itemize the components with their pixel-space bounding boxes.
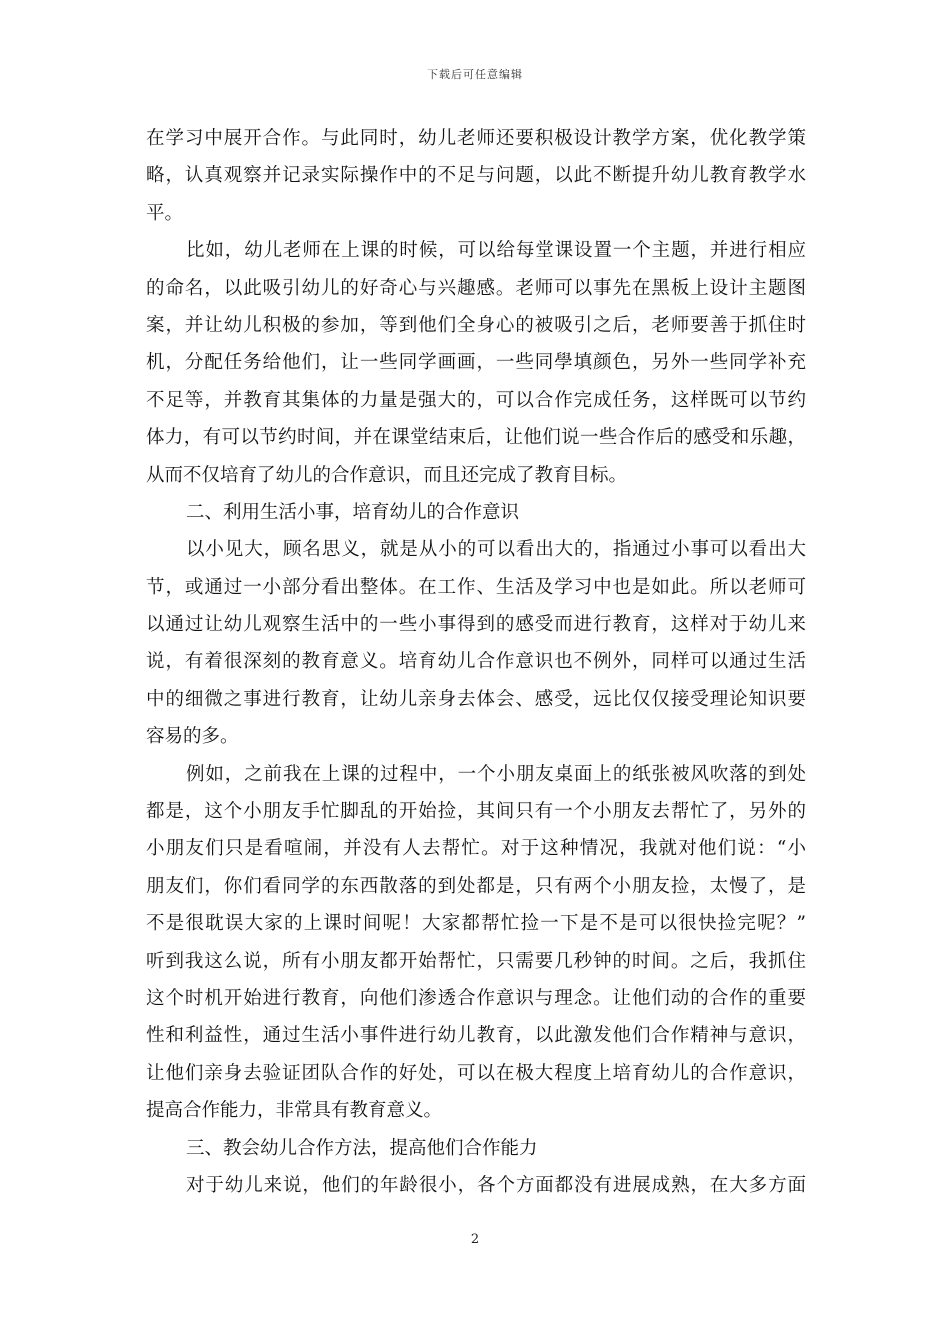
text-line: 这个时机开始进行教育，向他们渗透合作意识与理念。让他们动的合作的重要	[146, 987, 806, 1009]
text-line: 的命名，以此吸引幼儿的好奇心与兴趣感。老师可以事先在黑板上设计主题图	[146, 277, 806, 299]
text-line: 朋友们，你们看同学的东西散落的到处都是，只有两个小朋友捡，太慢了，是	[146, 875, 806, 897]
text-line: 略，认真观察并记录实际操作中的不足与问题，以此不断提升幼儿教育教学水	[146, 165, 806, 187]
text-line: 听到我这么说，所有小朋友都开始帮忙，只需要几秒钟的时间。之后，我抓住	[146, 950, 806, 972]
document-body	[146, 120, 806, 1204]
text-line: 提高合作能力，非常具有教育意义。	[146, 1100, 443, 1122]
text-line: 容易的多。	[146, 726, 239, 748]
text-line: 不足等，并教育其集体的力量是强大的，可以合作完成任务，这样既可以节约	[146, 389, 806, 411]
text-line: 以小见大，顾名思义，就是从小的可以看出大的，指通过小事可以看出大	[186, 539, 806, 561]
text-line: 小朋友们只是看喧闹，并没有人去帮忙。对于这种情况，我就对他们说：“小	[146, 838, 806, 860]
text-line: 让他们亲身去验证团队合作的好处，可以在极大程度上培育幼儿的合作意识，	[146, 1062, 806, 1084]
text-line: 中的细微之事进行教育，让幼儿亲身去体会、感受，远比仅仅接受理论知识要	[146, 688, 806, 710]
text-line: 比如，幼儿老师在上课的时候，可以给每堂课设置一个主题，并进行相应	[186, 240, 806, 262]
text-line: 机，分配任务给他们，让一些同学画画，一些同學填颜色，另外一些同学补充	[146, 352, 806, 374]
text-line: 以通过让幼儿观察生活中的一些小事得到的感受而进行教育，这样对于幼儿来	[146, 614, 806, 636]
text-line: 对于幼儿来说，他们的年龄很小，各个方面都没有进展成熟，在大多方面	[186, 1174, 806, 1196]
text-line: 平。	[146, 202, 184, 224]
section-heading: 二、利用生活小事，培育幼儿的合作意识	[186, 501, 520, 523]
section-heading: 三、教会幼儿合作方法，提高他们合作能力	[186, 1137, 538, 1159]
page-header: 下载后可任意编辑	[427, 68, 523, 81]
text-line: 性和利益性，通过生活小事件进行幼儿教育，以此激发他们合作精神与意识，	[146, 1025, 806, 1047]
text-line: 在学习中展开合作。与此同时，幼儿老师还要积极设计教学方案，优化教学策	[146, 128, 806, 149]
text-line: 都是，这个小朋友手忙脚乱的开始捡，其间只有一个小朋友去帮忙了，另外的	[146, 801, 806, 823]
page-number: 2	[470, 1232, 480, 1247]
text-line: 体力，有可以节约时间，并在课堂结束后，让他们说一些合作后的感受和乐趣，	[146, 427, 806, 449]
text-line: 从而不仅培育了幼儿的合作意识，而且还完成了教育目标。	[146, 464, 628, 486]
text-line: 说，有着很深刻的教育意义。培育幼儿合作意识也不例外，同样可以通过生活	[146, 651, 806, 673]
text-line: 节，或通过一小部分看出整体。在工作、生活及学习中也是如此。所以老师可	[146, 576, 806, 598]
text-line: 例如，之前我在上课的过程中，一个小朋友桌面上的纸张被风吹落的到处	[186, 763, 806, 785]
text-line: 案，并让幼儿积极的参加，等到他们全身心的被吸引之后，老师要善于抓住时	[146, 314, 806, 336]
text-line: 不是很耽误大家的上课时间呢！大家都帮忙捡一下是不是可以很快捡完呢？”	[146, 913, 806, 935]
